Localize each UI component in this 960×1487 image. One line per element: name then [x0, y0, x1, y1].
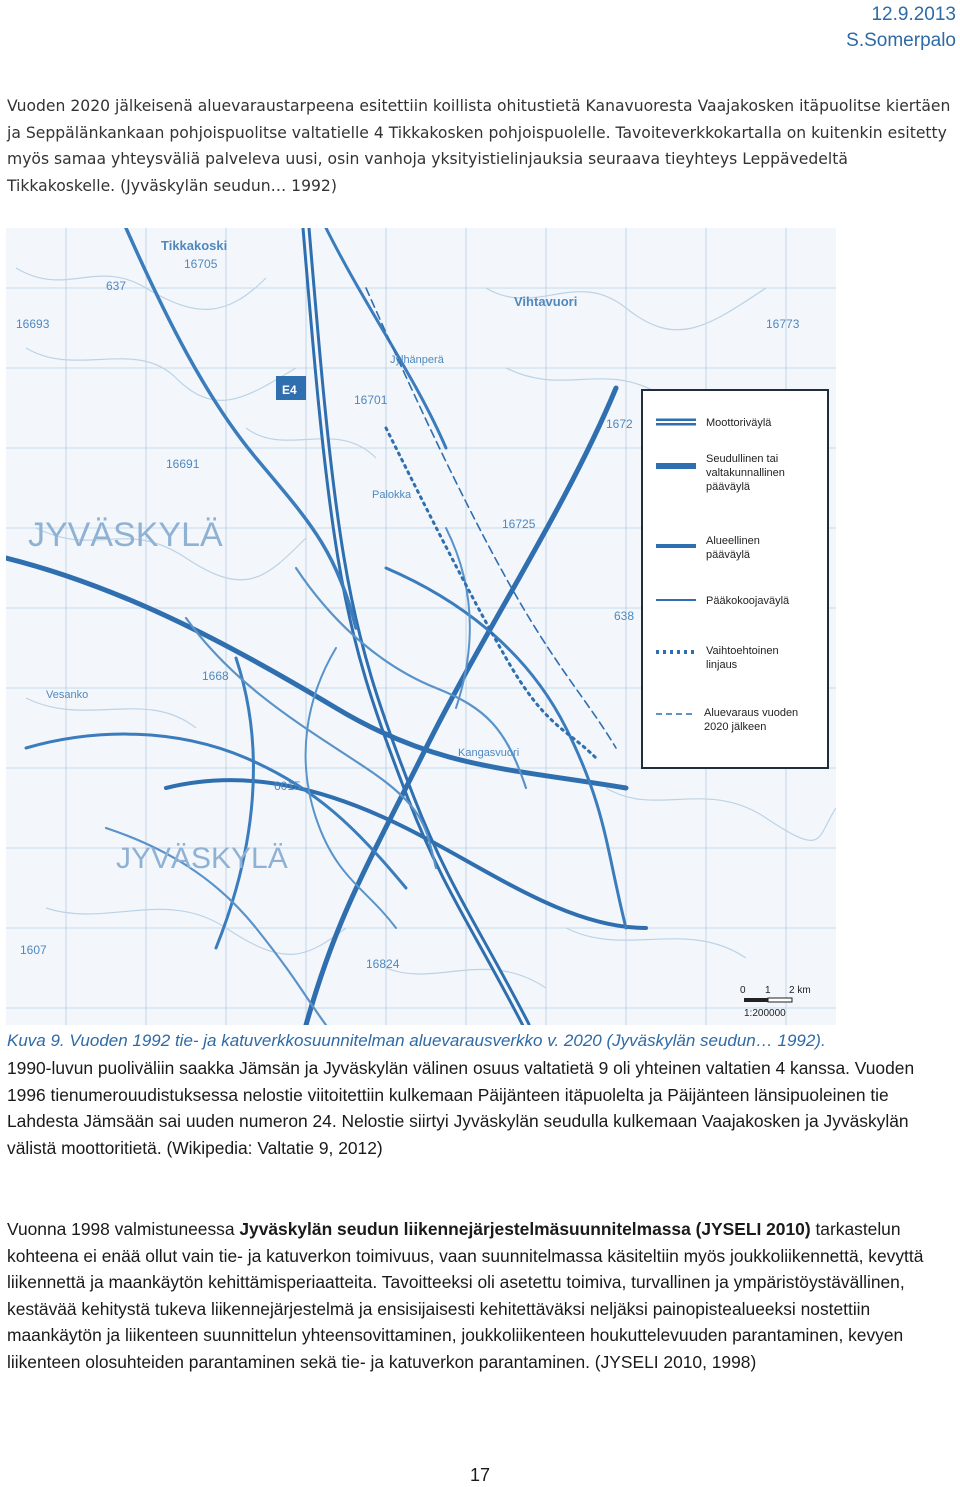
scale-bar-segment [744, 998, 768, 1002]
place-label: Tikkakoski [161, 238, 228, 253]
road-number: 638 [614, 609, 635, 623]
place-label: Palokka [372, 489, 412, 501]
paragraph3-rest: tarkastelun kohteena ei enää ollut vain tie- ja katuverkon toimivuus, vaan suunnitelmassa käsiteltiin myös joukkoliikennettä, kevyttä liikennettä ja maankäytön kehittämisperiaatteita. Tavoitteeksi oli asetettu toimiva, turvallinen ja ympäristöystävällinen, kestävää kehitystä tukeva liikennejärjestelmä ja ensisijaisesti kehitettäväksi neljäksi painopistealueeksi nostettiin maankäytön ja liikenteen suunnittelun yhteensovittaminen, joukkoliikenteen houkuttelevuuden parantaminen, kevyen liikenteen olosuhteiden parantaminen sekä tie- ja katuverkon parantaminen. (JYSELI 2010, 1998) [7, 1219, 924, 1372]
legend-label: Pääkokoojaväylä [706, 595, 790, 607]
header-author: S.Somerpalo [846, 30, 956, 51]
road-number: 1672 [606, 417, 633, 431]
road-number: 16705 [184, 257, 218, 271]
road-number: 16693 [16, 317, 50, 331]
scale-bar-segment [768, 998, 792, 1002]
road-network-map [6, 228, 836, 1025]
place-label: Vesanko [46, 689, 89, 701]
legend-label: Moottoriväylä [706, 417, 772, 429]
legend-label: Seudullinen tai valtakunnallinen pääväylä [706, 453, 785, 493]
body-paragraph-3 [7, 1216, 957, 1375]
road-number: 16691 [166, 457, 200, 471]
road-number: 1607 [20, 943, 47, 957]
road-number: 16725 [502, 517, 536, 531]
paragraph3-start: Vuonna 1998 valmistuneessa [7, 1219, 240, 1239]
road-number: 1668 [202, 669, 229, 683]
page-number: 17 [469, 1465, 491, 1485]
legend-label: Vaihtoehtoinen linjaus [706, 645, 779, 671]
map-legend [642, 390, 828, 768]
place-label: Jylhänperä [390, 354, 444, 366]
road-number: 637 [106, 279, 127, 293]
body-paragraph-2: 1990-luvun puoliväliin saakka Jämsän ja Jyväskylän välinen osuus valtatietä 9 oli yhteinen valtatien 4 kanssa. Vuoden 1996 tienumerouudistuksessa nelostie viitoitettiin kulkemaan Päijänteen itäpuolelta ja Päijänteen länsipuoleinen tie Lahdesta Jämsään sai uuden numeron 24. Nelostie siirtyi Jyväskylän seudulla kulkemaan Vaajakosken ja Jyväskylän välistä moottoritietä. (Wikipedia: Valtatie 9, 2012) [7, 1058, 915, 1158]
paragraph3-bold-title: Jyväskylän seudun liikennejärjestelmäsuunnitelmassa (JYSELI 2010) [239, 1219, 811, 1239]
scale-tick: 2 km [789, 985, 811, 996]
header-date: 12.9.2013 [871, 4, 956, 25]
legend-label: Alueellinen pääväylä [706, 535, 760, 561]
legend-label: Aluevaraus vuoden 2020 jälkeen [704, 707, 799, 733]
road-number: 16824 [366, 957, 400, 971]
place-label: Vihtavuori [514, 294, 578, 309]
scale-tick: 1 [765, 985, 771, 996]
road-number: E4 [282, 383, 297, 397]
place-label: Kangasvuori [458, 747, 520, 759]
page-header [846, 2, 956, 54]
place-label: JYVÄSKYLÄ [28, 516, 223, 554]
road-number: 6015 [274, 779, 301, 793]
scale-ratio: 1:200000 [744, 1008, 786, 1019]
road-number: 16701 [354, 393, 388, 407]
figure-caption: Kuva 9. Vuoden 1992 tie- ja katuverkkosuunnitelman aluevarausverkko v. 2020 (Jyväskylän seudun… 1992). [7, 1031, 826, 1050]
road-number: 16773 [766, 317, 800, 331]
place-label: JYVÄSKYLÄ [116, 842, 288, 875]
intro-paragraph: Vuoden 2020 jälkeisenä aluevaraustarpeena esitettiin koillista ohitustietä Kanavuoresta Vaajakosken itäpuolitse kiertäen ja Seppälänkankaan pohjoispuolitse valtatielle 4 Tikkakosken pohjoispuolelle. Tavoiteverkkokartalla on kuitenkin esitetty myös samaa yhteysväliä palveleva uusi, osin vanhoja yksityistielinjauksia seuraava tieyhteys Leppävedeltä Tikkakoskelle. (Jyväskylän seudun… 1992) [7, 97, 951, 195]
scale-tick: 0 [740, 985, 746, 996]
